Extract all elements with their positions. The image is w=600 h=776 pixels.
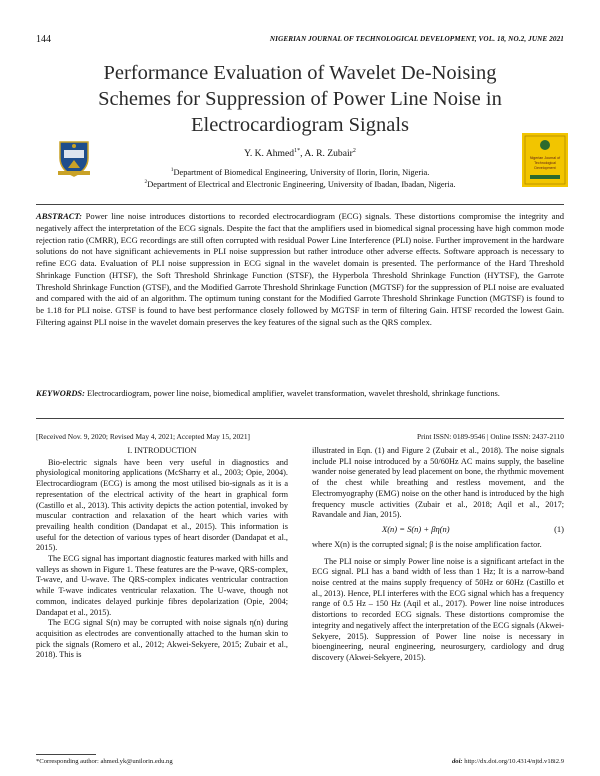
paper-title	[60, 60, 540, 138]
journal-cover-line: Technological	[534, 161, 556, 165]
author-name: , A. R. Zubair	[300, 148, 353, 160]
corresponding-author: *Corresponding author: ahmed.yk@unilorin.edu.ng	[36, 758, 173, 765]
author-sup: 1*	[294, 148, 301, 154]
section-title: I. INTRODUCTION	[127, 446, 197, 455]
title-line: Electrocardiogram Signals	[190, 114, 410, 136]
title-line: Schemes for Suppression of Power Line Noise in	[98, 88, 502, 110]
journal-header: NIGERIAN JOURNAL OF TECHNOLOGICAL DEVELOPMENT, VOL. 18, NO.2, JUNE 2021	[269, 35, 564, 43]
author-line	[0, 148, 600, 159]
doi-label: doi:	[452, 758, 463, 765]
footnote-rule	[36, 754, 96, 755]
received-dates: [Received Nov. 9, 2020; Revised May 4, 2021; Accepted May 15, 2021]	[36, 432, 251, 441]
right-column	[312, 446, 564, 664]
doi	[452, 758, 564, 765]
abstract-label: ABSTRACT:	[36, 211, 82, 221]
abstract-text: Power line noise introduces distortions to recorded electrocardiogram (ECG) signals. These distortions compromise the integrity and negatively affect the interpretation of the ECG signals. Despite the fact that the amplifiers used in biomedical signal processing have high common mode rejection ratio (CMRR), ECG recordings are still often corrupted with residual Power Line Interference (PLI) noise. Further improvement in the hardware solutions do not have significant achievements in PLI noise suppression but rather introduce other adverse effects. Software approach is necessary to refine ECG data. Evaluation of PLI noise suppression in ECG signal in the wavelet domain is presented. The performance of the Hard Threshold Shrinkage Function (HTSF), the Soft Threshold Shrinkage Function (STSF), the Hyperbola Threshold Shrinkage Function (HYTSF), the Garrote Threshold Shrinkage Function (GTSF), and the Modified Garrote Threshold Shrinkage Function (MGTSF) for the suppression of PLI noise are evaluated and compared with the aid of an algorithm. The optimum tuning constant for the Modified Garrote Threshold Shrinkage Function (MGTSF) is found to be 1.18 for PLI noise. GTSF is found to have best performance closely followed by MGTSF in term of filtering Gain. HTSF recorded the lowest Gain. Filtering against PLI noise in the wavelet domain preserves the key features of the signal such as the QRS complex.	[36, 211, 564, 327]
keywords-text: Electrocardiogram, power line noise, biomedical amplifier, wavelet transformation, wavelet threshold, shrinkage functions.	[86, 389, 500, 398]
title-line: Performance Evaluation of Wavelet De-Noising	[103, 62, 497, 84]
affiliation	[0, 179, 600, 189]
keywords-label: KEYWORDS:	[36, 389, 85, 398]
journal-cover-line: Nigerian Journal of	[529, 156, 561, 160]
affiliation-text: Department of Biomedical Engineering, University of Ilorin, Ilorin, Nigeria.	[173, 167, 430, 177]
affiliation	[0, 167, 600, 177]
issn: Print ISSN: 0189-9546 | Online ISSN: 2437-2110	[417, 432, 564, 441]
divider	[36, 418, 564, 419]
equation-text: X(n) = S(n) + βη(n)	[382, 523, 450, 534]
affiliation-text: Department of Electrical and Electronic Engineering, University of Ibadan, Ibadan, Nigeria.	[147, 179, 456, 189]
author-name: Y. K. Ahmed	[244, 148, 295, 160]
paragraph: The ECG signal has important diagnostic features marked with hills and valleys as shown in Figure 1. These features are the P-wave, QRS-complex, T-wave, and U-wave. The QRS-complex indicates ventricular contraction while T-wave indicates ventricular relaxation. The U-wave, though not common, indicates delayed purkinje fibres depolarization (Opie, 2004; Dandapat et al., 2015).	[36, 554, 288, 617]
equation-1	[312, 524, 564, 537]
left-column	[36, 446, 288, 661]
page-number: 144	[36, 34, 51, 45]
keywords	[36, 389, 564, 400]
divider	[36, 204, 564, 205]
paragraph: The ECG signal S(n) may be corrupted with noise signals η(n) during acquisition as electrodes are conventionally attached to the human skin to pick the signals (Romero et al., 2012; Akwei-Sekyere, 2015; Zubair et al., 2018). This is	[36, 618, 288, 660]
paragraph: The PLI noise or simply Power line noise is a significant artefact in the ECG signal. PLI has a band width of less than 1 Hz; It is a narrow-band noise centred at the mains supply frequency of 50Hz or 60Hz (Castillo et al., 2013). Hence, PLI interferes with the ECG signal which has a frequency range of 0.5 Hz – 150 Hz (Aqil et al., 2017). Power line noise introduces distortions to recorded ECG signals. These distortions compromise the integrity and negatively affect the interpretation of the ECG signals (Akwei-Sekyere, 2015). Suppression of Power line noise is necessary in bioengineering, neural engineering, neurosurgery, cardiology and drug discovery (Akwei-Sekyere, 2015).	[312, 556, 564, 662]
paragraph: Bio-electric signals have been very useful in diagnostics and physiological monitoring applications (McSharry et al., 2003; Opie, 2004). Electrocardiogram (ECG) is among the most utilised bio-signals as it is a representation of the electrical activity of the heart in graphical form (Castillo et al., 2013). This activity depicts the action potential, invoked by muscular contraction and relaxation of the heart which varies with prevailing health condition (Dandapat et al., 2015). This information is useful for the detection of various types of heart disorder (Dandapat et al., 2015).	[36, 457, 288, 553]
paragraph: where X(n) is the corrupted signal; β is the noise amplification factor.	[312, 539, 542, 549]
doi-link[interactable]: http://dx.doi.org/10.4314/njtd.v18i2.9	[464, 758, 564, 765]
affiliation-sup: 2	[144, 179, 148, 185]
paragraph: illustrated in Eqn. (1) and Figure 2 (Zubair et al., 2018). The noise signals include PLI noise introduced by a 50/60Hz AC mains supply, the baseline wander noise generated by lead placement on bone, the rhythmic movement of the chest while breathing and restless movement, and the Electromyography (EMG) noise on the other hand is introduced by the high frequency muscle activities (Zubair et al., 2018; Aqil et al., 2017; Ravandale and Jian, 2015).	[312, 446, 564, 520]
author-sup: 2	[352, 148, 356, 154]
equation-number: (1)	[554, 523, 564, 534]
abstract	[36, 211, 564, 329]
journal-cover-line: Development	[534, 166, 556, 170]
affiliation-sup: 1	[170, 167, 174, 173]
